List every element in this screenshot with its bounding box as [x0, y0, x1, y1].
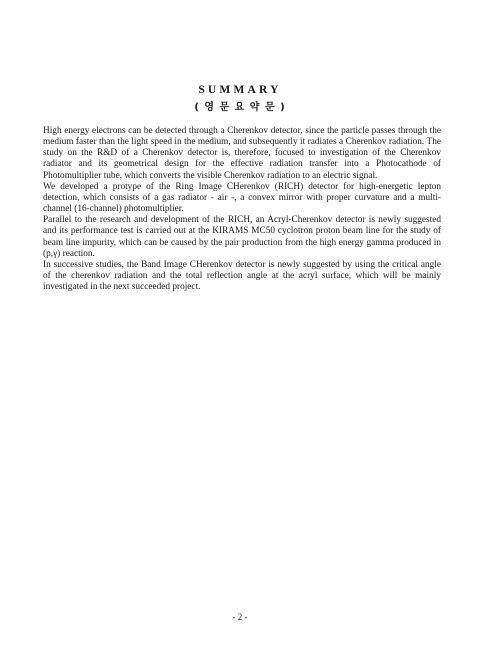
paragraph: We developed a protype of the Ring Image CHerenkov (RICH) detector for high-energetic lepton detection, which consists of a gas radiator - air -, a convex mirror with proper curvature and a multi-channel (16-channel) photomultiplier. [43, 181, 441, 215]
paragraph: Parallel to the research and development of the RICH, an Acryl-Cherenkov detector is newly suggested and its performance test is carried out at the KIRAMS MC50 cyclotron proton beam line for the study of beam line impurity, which can be caused by the pair production from the high energy gamma produced in (p,γ) reaction. [43, 215, 441, 259]
summary-body [43, 126, 441, 293]
paragraph: In successive studies, the Band Image CHerenkov detector is newly suggested by using the critical angle of the cherenkov radiation and the total reflection angle at the acryl surface, which will be mainly investigated in the next succeeded project. [43, 259, 441, 293]
paragraph: High energy electrons can be detected through a Cherenkov detector, since the particle passes through the medium faster than the light speed in the medium, and subsequently it radiates a Cherenkov radiation. The study on the R&D of a Cherenkov detector is, therefore, focused to investigation of the Cherenkov radiator and its geometrical design for the effective radiation transfer into a Photocathode of Photomultiplier tube, which converts the visible Cherenkov radiation to an electric signal. [43, 126, 441, 181]
page-subtitle: ( 영 문 요 약 문 ) [194, 102, 286, 113]
page-number: - 2 - [232, 612, 248, 622]
page-title: SUMMARY [198, 84, 282, 96]
